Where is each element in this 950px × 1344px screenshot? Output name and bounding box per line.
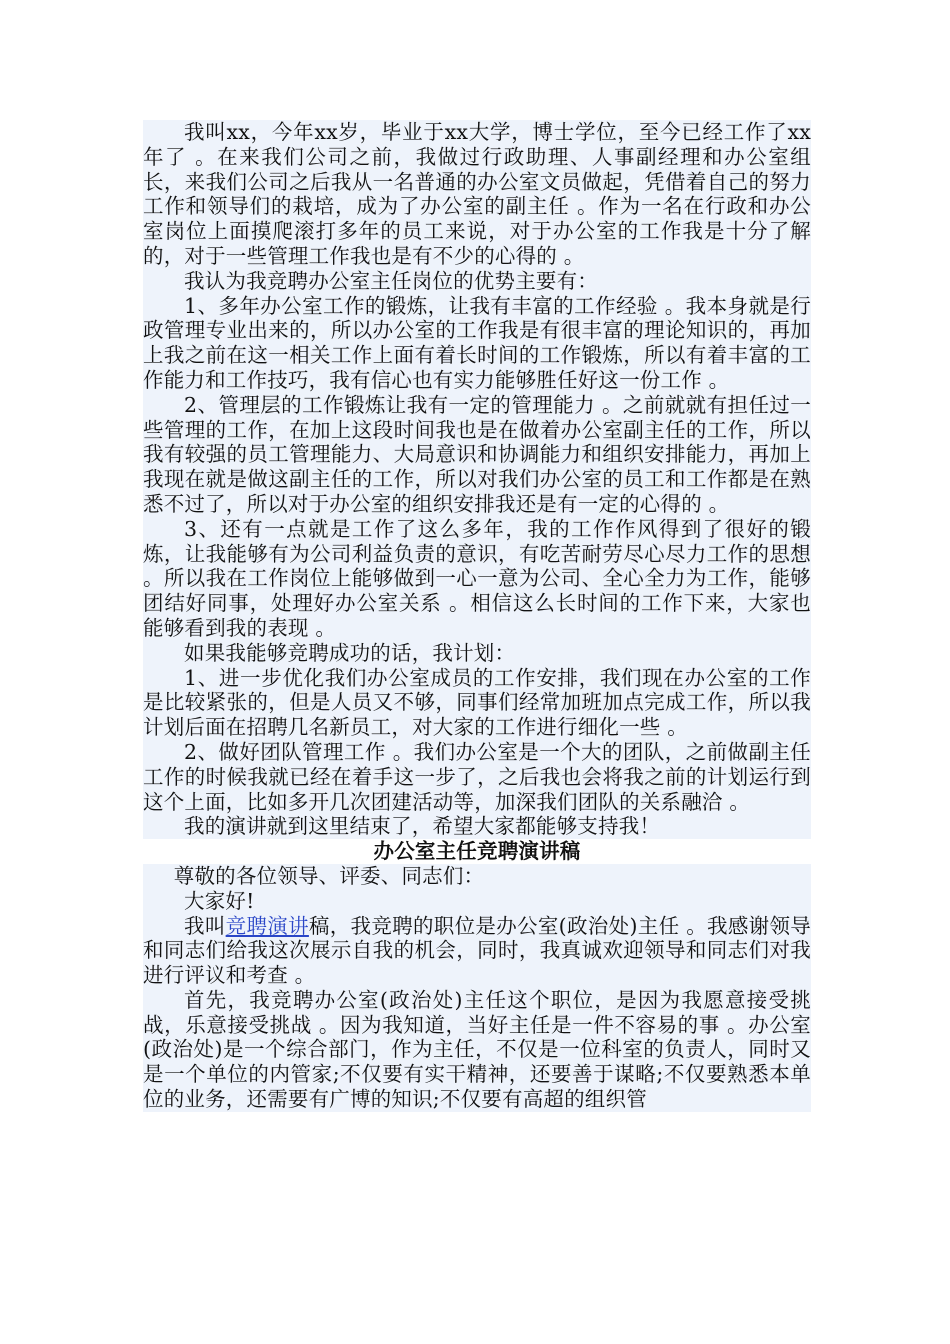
paragraph-advantages-heading: 我认为我竞聘办公室主任岗位的优势主要有： bbox=[184, 268, 598, 293]
speech-link[interactable]: 竞聘演讲 bbox=[225, 913, 309, 938]
document-body bbox=[143, 120, 811, 1112]
paragraph-first-reason: 首先，我竞聘办公室(政治处)主任这个职位，是因为我愿意接受挑战，乐意接受挑战 。因为我知道，当好主任是一件不容易的事 。办公室(政治处)是一个综合部门，作为主任，不仅是一位科室的负责人，同时又是一个单位的内管家;不仅要有实干精神，还要善于谋略;不仅要熟悉本单位的业务，还需要有广博的知识;不仅要有高超的组织管 bbox=[143, 987, 811, 1112]
section-title: 办公室主任竞聘演讲稿 bbox=[143, 839, 811, 864]
paragraph-advantage-3: 3、还有一点就是工作了这么多年，我的工作作风得到了很好的锻炼，让我能够有为公司利益负责的意识，有吃苦耐劳尽心尽力工作的思想 。所以我在工作岗位上能够做到一心一意为公司、全心全力为工作，能够团结好同事，处理好办公室关系 。相信这么长时间的工作下来，大家也能够看到我的表现 。 bbox=[143, 516, 811, 640]
paragraph-advantage-1: 1、多年办公室工作的锻炼，让我有丰富的工作经验 。我本身就是行政管理专业出来的，所以办公室的工作我是有很丰富的理论知识的，再加上我之前在这一相关工作上面有着长时间的工作锻炼，所以有着丰富的工作能力和工作技巧，我有信心也有实力能够胜任好这一份工作 。 bbox=[143, 293, 811, 392]
intro-suffix: 稿，我竞聘的职位是办公室(政治处)主任 。我感谢领导和同志们给我这次展示自我的机会，同时，我真诚欢迎领导和同志们对我进行评议和考查 。 bbox=[143, 913, 811, 988]
paragraph-plan-1: 1、进一步优化我们办公室成员的工作安排，我们现在办公室的工作是比较紧张的，但是人员又不够，同事们经常加班加点完成工作，所以我计划后面在招聘几名新员工，对大家的工作进行细化一些 。 bbox=[143, 665, 811, 740]
paragraph-closing: 我的演讲就到这里结束了，希望大家都能够支持我！ bbox=[184, 814, 661, 839]
paragraph-intro: 我叫xx，今年xx岁，毕业于xx大学，博士学位，至今已经工作了xx年了 。在来我们公司之前，我做过行政助理、人事副经理和办公室组长，来我们公司之后我从一名普通的办公室文员做起，凭借着自己的努力工作和领导们的栽培，成为了办公室的副主任 。作为一名在行政和办公室岗位上面摸爬滚打多年的员工来说，对于办公室的工作我是十分了解的，对于一些管理工作我也是有不少的心得的 。 bbox=[143, 120, 811, 268]
salutation: 尊敬的各位领导、评委、同志们： bbox=[173, 863, 485, 888]
intro-prefix: 我叫 bbox=[184, 913, 226, 938]
paragraph-advantage-2: 2、管理层的工作锻炼让我有一定的管理能力 。之前就就有担任过一些管理的工作，在加上这段时间我也是在做着办公室副主任的工作，所以我有较强的员工管理能力、大局意识和协调能力和组织安排能力，再加上我现在就是做这副主任的工作，所以对我们办公室的员工和工作都是在熟悉不过了，所以对于办公室的组织安排我还是有一定的心得的 。 bbox=[143, 392, 811, 516]
paragraph-plan-heading: 如果我能够竞聘成功的话，我计划： bbox=[184, 640, 516, 665]
greeting: 大家好! bbox=[184, 888, 255, 913]
paragraph-self-intro bbox=[143, 914, 811, 988]
paragraph-plan-2: 2、做好团队管理工作 。我们办公室是一个大的团队，之前做副主任工作的时候我就已经在着手这一步了，之后我也会将我之前的计划运行到这个上面，比如多开几次团建活动等，加深我们团队的关系融洽 。 bbox=[143, 739, 811, 814]
